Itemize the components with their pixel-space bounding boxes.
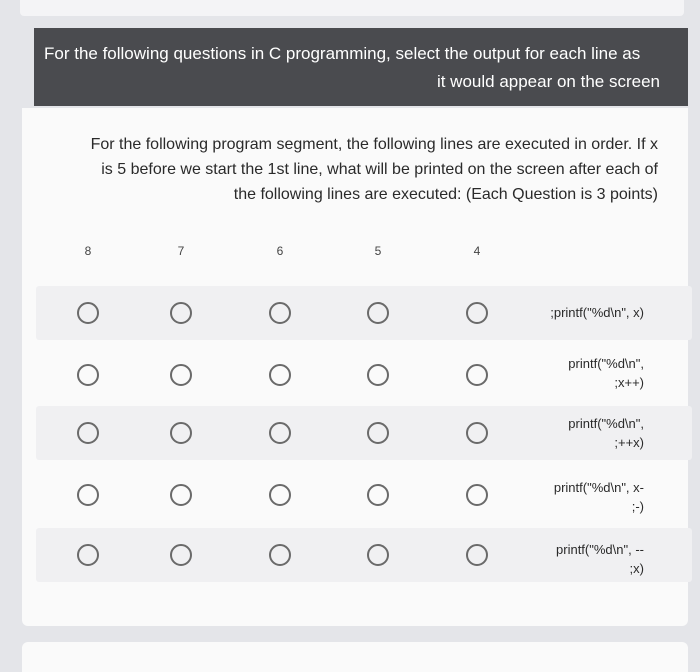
grid-row-1 xyxy=(36,286,692,340)
radio-row2-col7[interactable] xyxy=(170,364,192,386)
question-card xyxy=(22,108,688,626)
row-label-2-line-2: ;x++) xyxy=(614,375,644,390)
radio-row5-col5[interactable] xyxy=(367,544,389,566)
radio-row1-col6[interactable] xyxy=(269,302,291,324)
row-label-1 xyxy=(504,303,644,322)
radio-row3-col7[interactable] xyxy=(170,422,192,444)
radio-row3-col5[interactable] xyxy=(367,422,389,444)
radio-row1-col4[interactable] xyxy=(466,302,488,324)
radio-row2-col4[interactable] xyxy=(466,364,488,386)
row-label-3-line-1: printf("%d\n", xyxy=(568,416,644,431)
row-label-5 xyxy=(504,540,644,578)
radio-row2-col6[interactable] xyxy=(269,364,291,386)
row-label-2 xyxy=(504,354,644,392)
row-label-1-line-1: ;printf("%d\n", x) xyxy=(550,305,644,320)
section-header-line-2: it would appear on the screen xyxy=(436,72,660,91)
column-header-8: 8 xyxy=(84,244,92,258)
column-header-6: 6 xyxy=(276,244,284,258)
radio-row4-col6[interactable] xyxy=(269,484,291,506)
radio-row4-col7[interactable] xyxy=(170,484,192,506)
radio-row2-col8[interactable] xyxy=(77,364,99,386)
question-line-3: the following lines are executed: (Each Question is 3 points) xyxy=(233,186,658,203)
column-header-4: 4 xyxy=(473,244,481,258)
next-card-edge xyxy=(22,642,688,672)
column-header-5: 5 xyxy=(374,244,382,258)
radio-row3-col6[interactable] xyxy=(269,422,291,444)
radio-row5-col6[interactable] xyxy=(269,544,291,566)
radio-row2-col5[interactable] xyxy=(367,364,389,386)
row-label-3-line-2: ;++x) xyxy=(614,435,644,450)
radio-row4-col4[interactable] xyxy=(466,484,488,506)
radio-row1-col8[interactable] xyxy=(77,302,99,324)
section-header-line-1: For the following questions in C programming, select the output for each line as xyxy=(44,44,641,63)
section-header xyxy=(34,28,688,106)
row-label-5-line-2: ;x) xyxy=(629,561,644,576)
grid-row-3 xyxy=(36,406,692,460)
question-text xyxy=(32,132,658,207)
grid-row-4 xyxy=(36,468,692,522)
question-line-1: For the following program segment, the following lines are executed in order. If x xyxy=(90,136,658,153)
radio-row5-col7[interactable] xyxy=(170,544,192,566)
grid-row-5 xyxy=(36,528,692,582)
radio-row3-col4[interactable] xyxy=(466,422,488,444)
radio-row4-col8[interactable] xyxy=(77,484,99,506)
radio-row1-col5[interactable] xyxy=(367,302,389,324)
row-label-4-line-1: printf("%d\n", x- xyxy=(553,480,644,495)
previous-card-edge xyxy=(20,0,684,16)
radio-row5-col4[interactable] xyxy=(466,544,488,566)
radio-row4-col5[interactable] xyxy=(367,484,389,506)
row-label-4 xyxy=(504,478,644,516)
radio-row1-col7[interactable] xyxy=(170,302,192,324)
row-label-3 xyxy=(504,414,644,452)
row-label-2-line-1: printf("%d\n", xyxy=(568,356,644,371)
row-label-4-line-2: ;-) xyxy=(631,499,644,514)
radio-row5-col8[interactable] xyxy=(77,544,99,566)
question-line-2: is 5 before we start the 1st line, what will be printed on the screen after each of xyxy=(101,161,658,178)
grid-row-2 xyxy=(36,348,692,402)
radio-row3-col8[interactable] xyxy=(77,422,99,444)
row-label-5-line-1: printf("%d\n", -- xyxy=(556,542,644,557)
column-header-7: 7 xyxy=(177,244,185,258)
